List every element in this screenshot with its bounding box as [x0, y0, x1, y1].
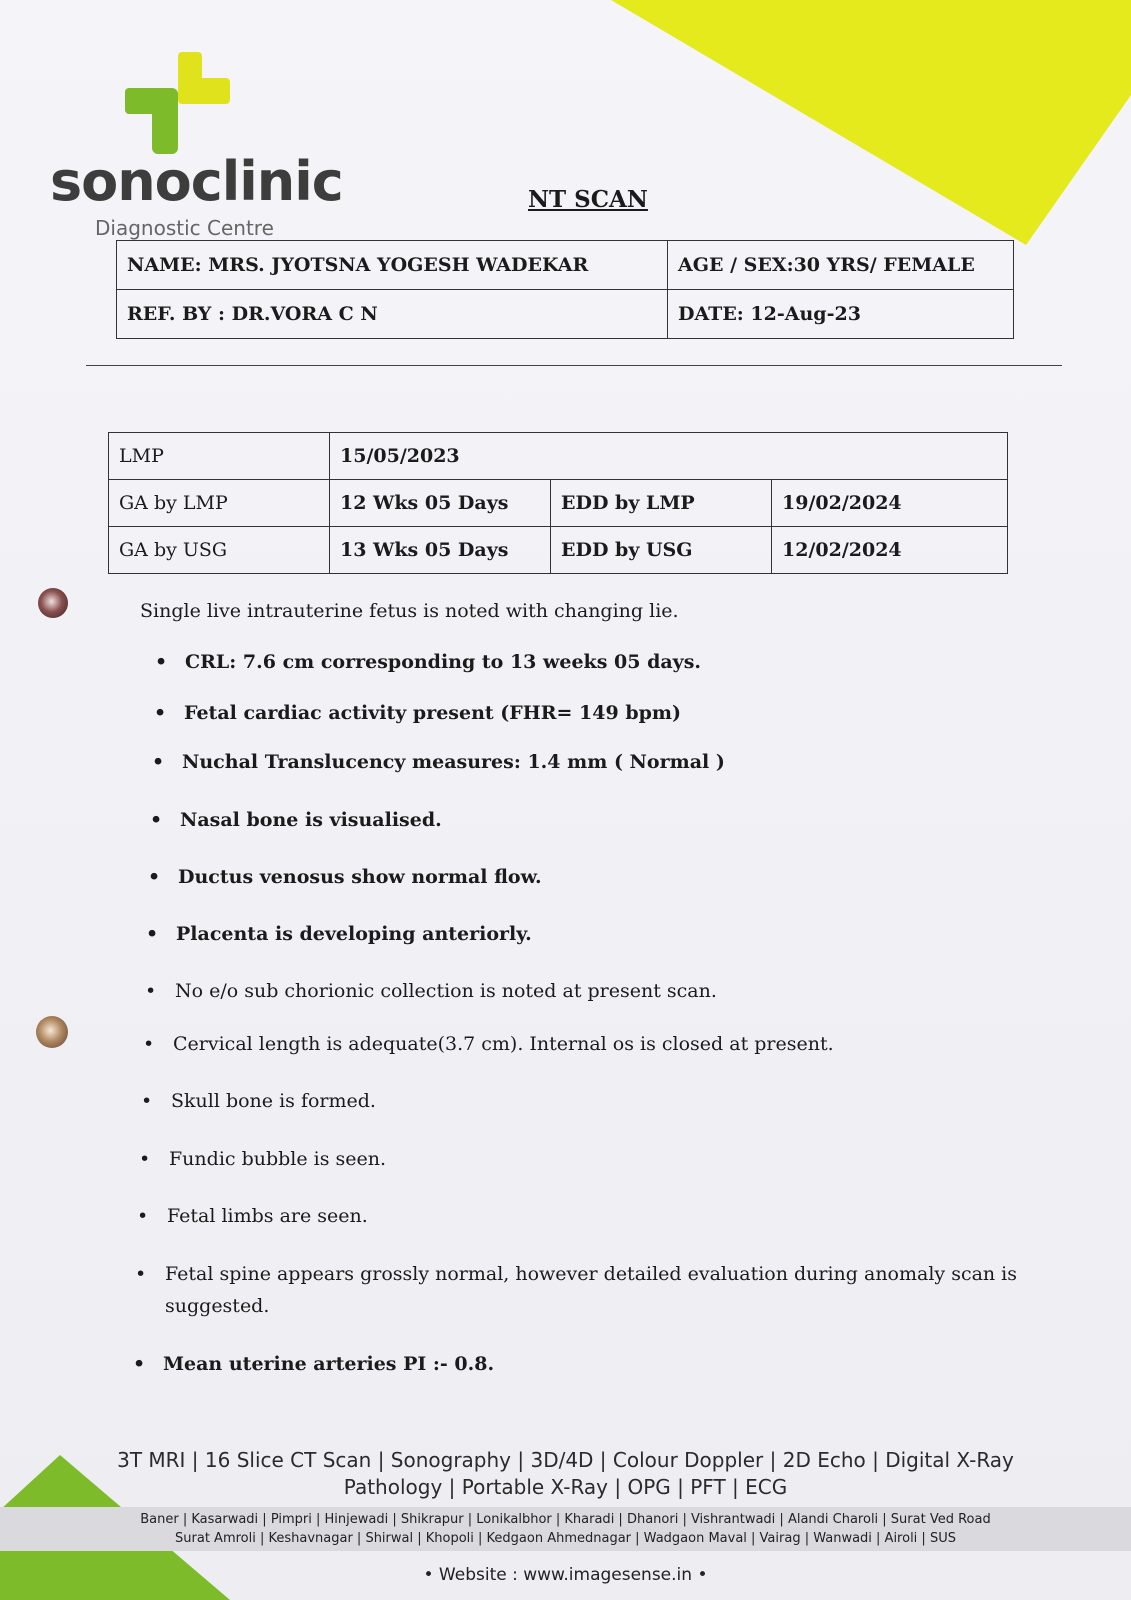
locations-line-1: Baner | Kasarwadi | Pimpri | Hinjewadi | Shikrapur | Lonikalbhor | Kharadi | Dhanori | Vishrantwadi | Alandi Charoli | Surat Ved Road — [140, 1512, 991, 1527]
finding-crl — [155, 646, 702, 678]
website-link[interactable]: • Website : www.imagesense.in • — [423, 1565, 708, 1585]
decorative-corner-top — [611, 0, 1131, 245]
finding-text: Fetal limbs are seen. — [167, 1205, 368, 1227]
finding-text: Cervical length is adequate(3.7 cm). Internal os is closed at present. — [173, 1033, 834, 1055]
sonoclinic-logo-icon — [120, 50, 235, 160]
finding-text: Fetal spine appears grossly normal, however detailed evaluation during anomaly scan is — [165, 1263, 1018, 1285]
edd-usg-label: EDD by USG — [551, 527, 772, 574]
brand-subtitle: Diagnostic Centre — [95, 216, 274, 240]
bullet: • — [155, 651, 168, 673]
finding-text: Fetal cardiac activity present (FHR= 149 bpm) — [184, 702, 681, 724]
finding-text: CRL: 7.6 cm corresponding to 13 weeks 05 days. — [185, 651, 702, 673]
services-line-2: Pathology | Portable X-Ray | OPG | PFT | ECG — [343, 1475, 788, 1499]
lmp-label: LMP — [109, 433, 330, 480]
bullet: • — [146, 923, 159, 945]
finding-text: Ductus venosus show normal flow. — [178, 866, 542, 888]
finding-text: Nasal bone is visualised. — [180, 809, 442, 831]
edd-usg-value: 12/02/2024 — [772, 527, 1008, 574]
finding-subchorionic — [145, 975, 717, 1007]
bullet: • — [143, 1033, 155, 1055]
patient-age-sex: AGE / SEX:30 YRS/ FEMALE — [668, 241, 1014, 290]
finding-nasal-bone — [150, 804, 442, 836]
finding-text: Fundic bubble is seen. — [169, 1148, 387, 1170]
branch-locations — [0, 1507, 1131, 1551]
bullet: • — [135, 1263, 147, 1285]
divider — [86, 365, 1062, 366]
ga-lmp-label: GA by LMP — [109, 480, 330, 527]
ga-usg-value: 13 Wks 05 Days — [330, 527, 551, 574]
ga-usg-label: GA by USG — [109, 527, 330, 574]
finding-nuchal-translucency — [152, 746, 725, 778]
bullet: • — [137, 1205, 149, 1227]
report-date: DATE: 12-Aug-23 — [668, 290, 1014, 339]
finding-text: No e/o sub chorionic collection is noted at present scan. — [175, 980, 717, 1002]
finding-cardiac-activity — [154, 697, 681, 729]
finding-text: Skull bone is formed. — [171, 1090, 376, 1112]
edd-lmp-label: EDD by LMP — [551, 480, 772, 527]
locations-line-2: Surat Amroli | Keshavnagar | Shirwal | Khopoli | Kedgaon Ahmednagar | Wadgaon Maval | Vairag | Wanwadi | Airoli | SUS — [175, 1531, 956, 1546]
finding-text: Placenta is developing anteriorly. — [176, 923, 532, 945]
report-title: NT SCAN — [528, 186, 648, 213]
finding-text-continued: suggested. — [165, 1295, 270, 1317]
bullet: • — [154, 702, 167, 724]
finding-fetal-limbs — [137, 1200, 368, 1232]
finding-ductus-venosus — [148, 861, 542, 893]
services-list — [0, 1447, 1131, 1501]
patient-info-table — [116, 240, 1014, 339]
finding-text: Mean uterine arteries PI :- 0.8. — [163, 1353, 495, 1375]
bullet: • — [145, 980, 157, 1002]
brand-name: sonoclinic — [50, 150, 343, 213]
finding-fundic-bubble — [139, 1143, 387, 1175]
ga-lmp-value: 12 Wks 05 Days — [330, 480, 551, 527]
bullet: • — [148, 866, 161, 888]
referred-by: REF. BY : DR.VORA C N — [117, 290, 668, 339]
bullet: • — [152, 751, 165, 773]
patient-name: NAME: MRS. JYOTSNA YOGESH WADEKAR — [117, 241, 668, 290]
bullet: • — [150, 809, 163, 831]
finding-placenta — [146, 918, 532, 950]
services-line-1: 3T MRI | 16 Slice CT Scan | Sonography | 3D/4D | Colour Doppler | 2D Echo | Digital X-Ray — [117, 1448, 1014, 1472]
punch-hole-top — [38, 588, 68, 618]
finding-cervical-length — [143, 1028, 834, 1060]
finding-fetal-spine — [135, 1258, 1018, 1322]
finding-uterine-arteries — [133, 1348, 495, 1380]
bullet: • — [139, 1148, 151, 1170]
findings-intro: Single live intrauterine fetus is noted with changing lie. — [140, 600, 679, 622]
finding-text: Nuchal Translucency measures: 1.4 mm ( Normal ) — [182, 751, 725, 773]
bullet: • — [133, 1353, 146, 1375]
gestation-dates-table — [108, 432, 1008, 574]
bullet: • — [141, 1090, 153, 1112]
edd-lmp-value: 19/02/2024 — [772, 480, 1008, 527]
finding-skull-bone — [141, 1085, 376, 1117]
lmp-value: 15/05/2023 — [330, 433, 1008, 480]
punch-hole-bottom — [36, 1016, 68, 1048]
